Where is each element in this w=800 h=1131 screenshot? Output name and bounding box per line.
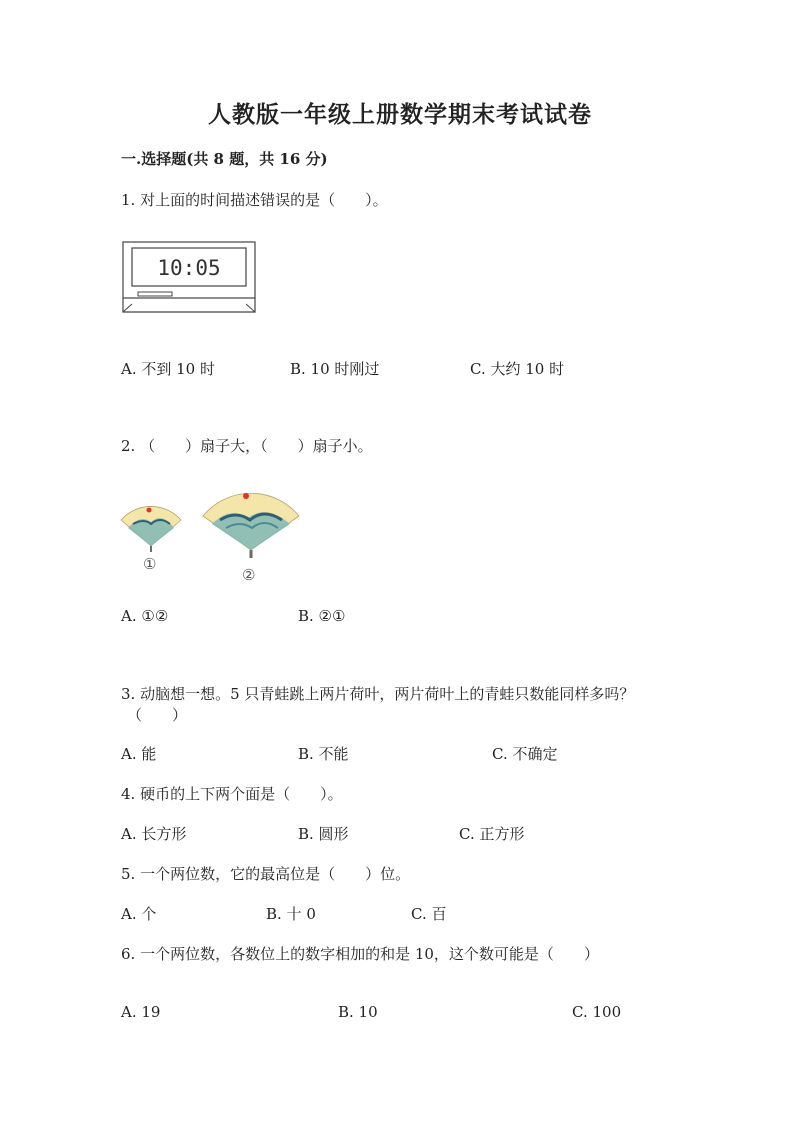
question-3-stem: 3. 动脑想一想。5 只青蛙跳上两片荷叶，两片荷叶上的青蛙只数能同样多吗？: [121, 685, 635, 703]
question-2-stem: 2. （ ）扇子大，（ ）扇子小。: [121, 437, 373, 455]
question-2-option-a[interactable]: A. ①②: [121, 607, 169, 625]
digital-clock-image: [120, 238, 260, 316]
question-4-stem: 4. 硬币的上下两个面是（ ）。: [121, 785, 343, 803]
question-5-stem: 5. 一个两位数，它的最高位是（ ）位。: [121, 865, 411, 883]
question-5-option-a[interactable]: A. 个: [121, 905, 157, 923]
question-3-option-a[interactable]: A. 能: [121, 745, 157, 763]
large-fan-image: [200, 488, 302, 560]
question-5-option-b[interactable]: B. 十 0: [266, 905, 316, 923]
question-4-option-a[interactable]: A. 长方形: [121, 825, 187, 843]
question-1-option-b[interactable]: B. 10 时刚过: [290, 360, 380, 378]
fan-label-2: ②: [242, 566, 256, 584]
question-3-option-c[interactable]: C. 不确定: [492, 745, 558, 763]
page-title: 人教版一年级上册数学期末考试试卷: [208, 101, 592, 128]
question-5-option-c[interactable]: C. 百: [411, 905, 447, 923]
question-6-option-a[interactable]: A. 19: [121, 1003, 161, 1021]
question-4-option-c[interactable]: C. 正方形: [459, 825, 525, 843]
question-1-option-c[interactable]: C. 大约 10 时: [470, 360, 565, 378]
question-6-stem: 6. 一个两位数，各数位上的数字相加的和是 10，这个数可能是（ ）: [121, 945, 599, 963]
question-2-option-b[interactable]: B. ②①: [298, 607, 346, 625]
question-1-option-a[interactable]: A. 不到 10 时: [121, 360, 215, 378]
section-heading: 一.选择题(共 8 题，共 16 分): [121, 150, 328, 168]
question-6-option-c[interactable]: C. 100: [572, 1003, 622, 1021]
question-6-option-b[interactable]: B. 10: [338, 1003, 378, 1021]
fan-label-1: ①: [143, 555, 157, 573]
question-1-stem: 1. 对上面的时间描述错误的是（ ）。: [121, 191, 388, 209]
small-fan-image: [118, 500, 184, 556]
clock-display-text: 10:05: [157, 256, 221, 280]
question-3-option-b[interactable]: B. 不能: [298, 745, 349, 763]
question-4-option-b[interactable]: B. 圆形: [298, 825, 349, 843]
question-3-stem-line2: （ ）: [127, 706, 188, 724]
